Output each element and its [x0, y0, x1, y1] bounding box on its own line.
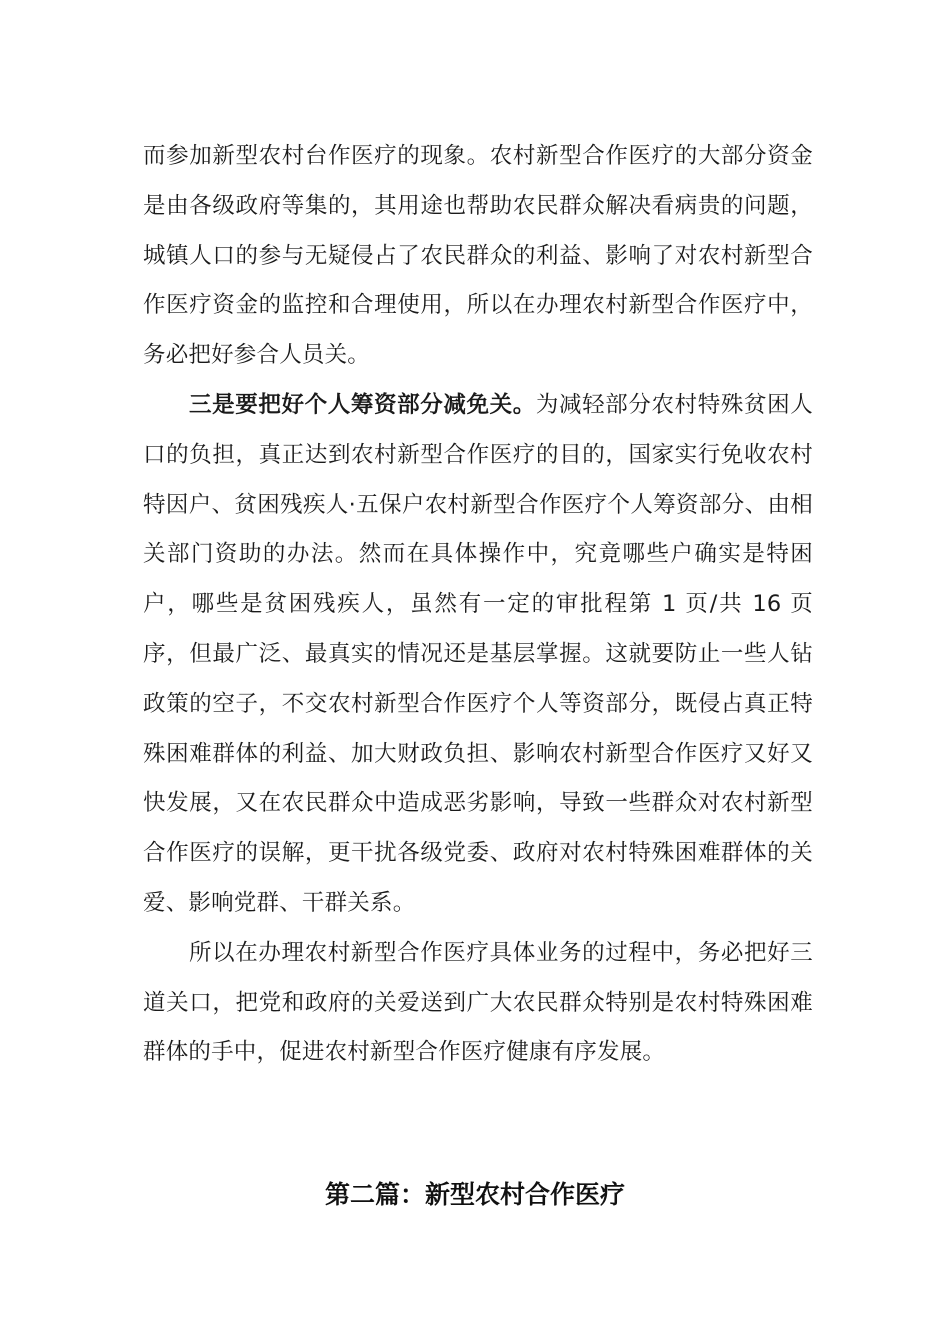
document-body [143, 132, 813, 1078]
paragraph-2-lead: 三是要把好个人筹资部分减免关。 [189, 391, 536, 418]
paragraph-2 [143, 381, 813, 929]
paragraph-1: 而参加新型农村台作医疗的现象。农村新型合作医疗的大部分资金是由各级政府等集的，其用途也帮助农民群众解决看病贵的问题，城镇人口的参与无疑侵占了农民群众的利益、影响了对农村新型合作医疗资金的监控和合理使用，所以在办理农村新型合作医疗中，务必把好参合人员关。 [143, 143, 813, 369]
chapter-title: 第二篇：新型农村合作医疗 [324, 1180, 625, 1209]
paragraph-3: 所以在办理农村新型合作医疗具体业务的过程中，务必把好三道关口，把党和政府的关爱送到广大农民群众特别是农村特殊困难群体的手中，促进农村新型合作医疗健康有序发展。 [143, 939, 813, 1066]
paragraph-2-body: 为减轻部分农村特殊贫困人口的负担，真正达到农村新型合作医疗的目的，国家实行免收农村特因户、贫困残疾人·五保户农村新型合作医疗个人筹资部分、由相关部门资助的办法。然而在具体操作中，究竟哪些户确实是特困户，哪些是贫困残疾人，虽然有一定的审批程第 1 页/共 16 页序，但最广泛、最真实的情况还是基层掌握。这就要防止一些人钻政策的空子，不交农村新型合作医疗个人等资部分，既侵占真正特殊困难群体的利益、加大财政负担、影响农村新型合作医疗又好又快发展，又在农民群众中造成恶劣影响，导致一些群众对农村新型合作医疗的误解，更干扰各级党委、政府对农村特殊困难群体的关爱、影响党群、干群关系。 [143, 391, 813, 916]
